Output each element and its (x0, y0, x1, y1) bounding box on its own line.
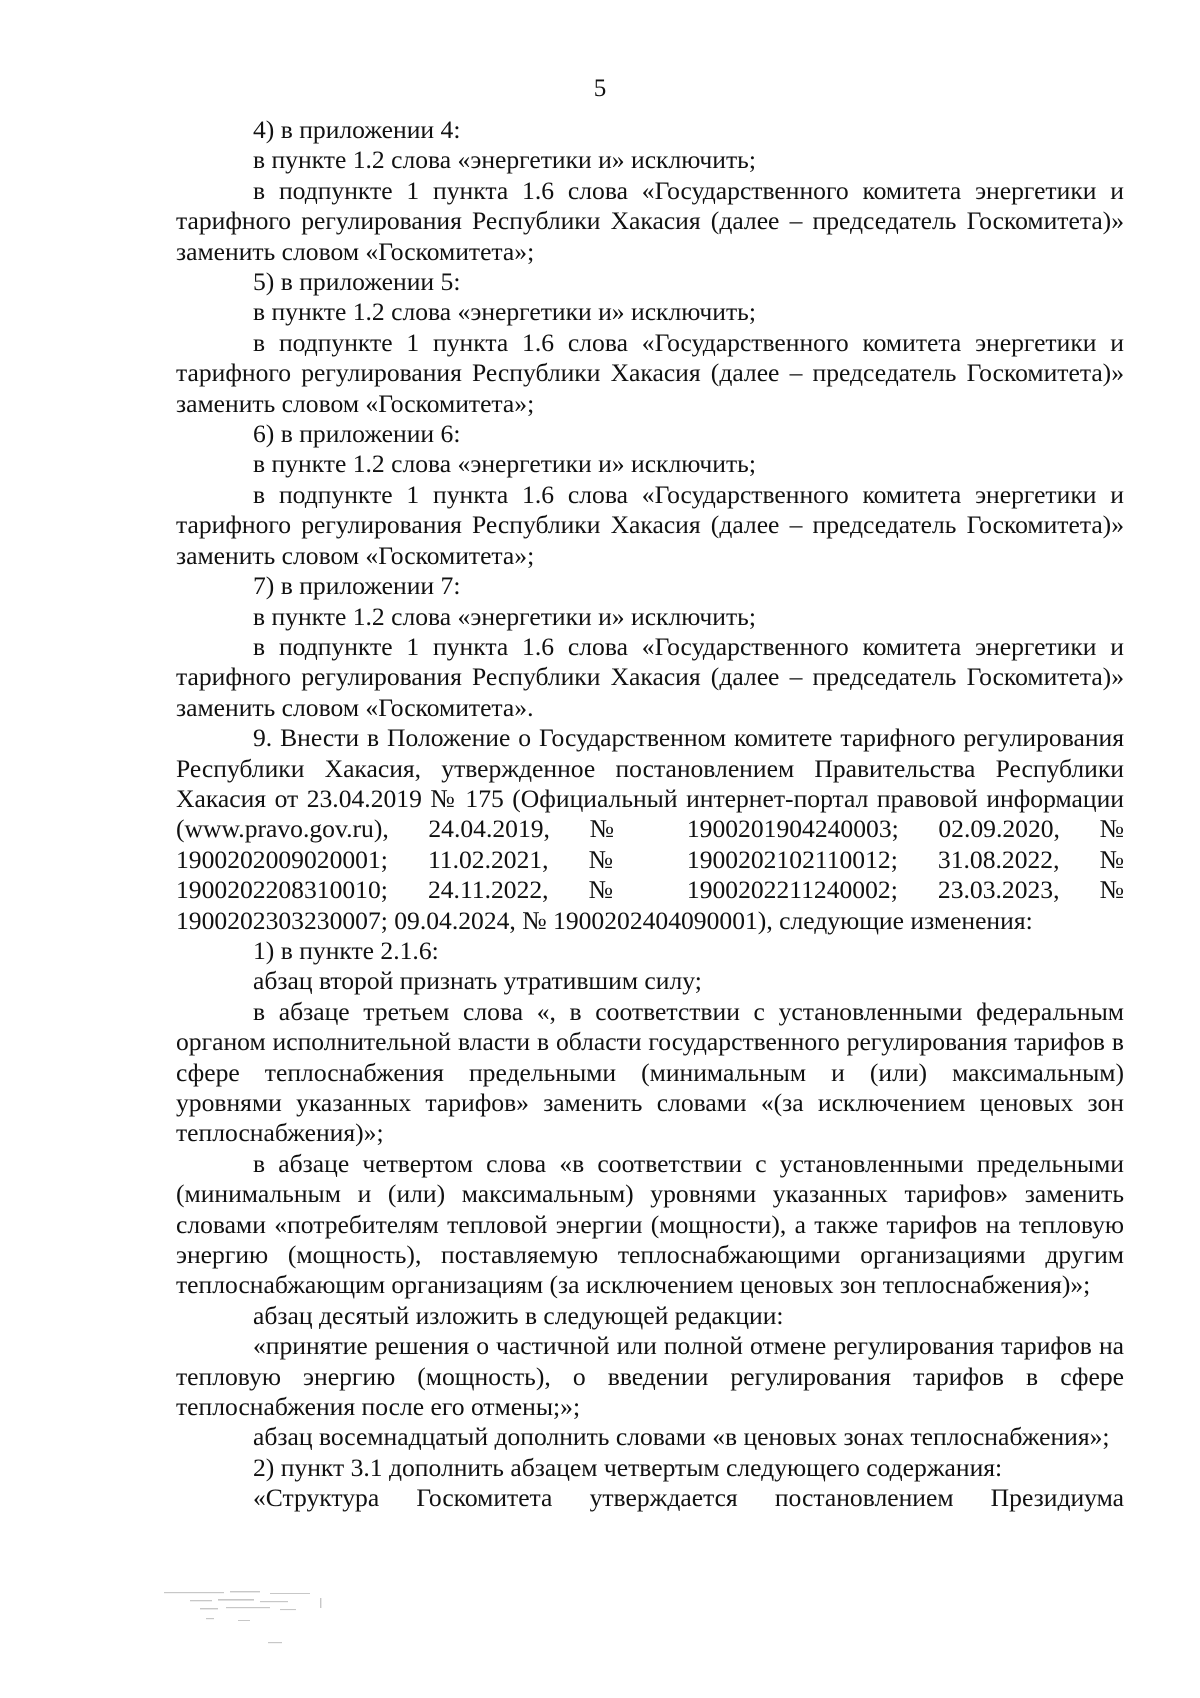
paragraph: абзац второй признать утратившим силу; (253, 966, 702, 996)
paragraph: «Структура Госкомитета утверждается постановлением Президиума (253, 1483, 1124, 1513)
paragraph: в подпункте 1 пункта 1.6 слова «Государственного комитета энергетики и тарифного регулирования Республики Хакасия (далее – председатель Госкомитета)» заменить словом «Госкомитета»; (176, 327, 1124, 418)
document-body (176, 115, 1124, 1514)
scan-artifact (160, 1590, 360, 1650)
paragraph: в подпункте 1 пункта 1.6 слова «Государственного комитета энергетики и тарифного регулирования Республики Хакасия (далее – председатель Госкомитета)» заменить словом «Госкомитета»; (176, 479, 1124, 570)
paragraph: «принятие решения о частичной или полной отмене регулирования тарифов на тепловую энергию (мощность), о введении регулирования тарифов в сфере теплоснабжения после его отмены;»; (176, 1331, 1124, 1422)
paragraph: в пункте 1.2 слова «энергетики и» исключить; (253, 297, 756, 327)
paragraph: 9. Внести в Положение о Государственном комитете тарифного регулирования Республики Хакасия, утвержденное постановлением Правительства Республики Хакасия от 23.04.2019 № 175 (Официальный интернет-портал правовой информации (www.pravo.gov.ru), 24.04.2019, № 1900201904240003; 02.09.2020, № 1900202009020001; 11.02.2021, № 1900202102110012; 31.08.2022, № 1900202208310010; 24.11.2022, № 1900202211240002; 23.03.2023, № 1900202303230007; 09.04.2024, № 1900202404090001), следующие изменения: (176, 723, 1124, 935)
paragraph: 4) в приложении 4: (253, 115, 461, 144)
paragraph: 2) пункт 3.1 дополнить абзацем четвертым следующего содержания: (253, 1452, 1003, 1482)
paragraph: 7) в приложении 7: (253, 571, 461, 601)
paragraph: 5) в приложении 5: (253, 267, 461, 297)
paragraph: 6) в приложении 6: (253, 419, 461, 449)
paragraph: абзац десятый изложить в следующей редакции: (253, 1300, 784, 1330)
paragraph: 1) в пункте 2.1.6: (253, 935, 439, 965)
paragraph: в пункте 1.2 слова «энергетики и» исключить; (253, 449, 756, 479)
paragraph: в абзаце третьем слова «, в соответствии с установленными федеральным органом исполнительной власти в области государственного регулирования тарифов в сфере теплоснабжения предельными (минимальным и (или) максимальным) уровнями указанных тарифов» заменить словами «(за исключением ценовых зон теплоснабжения)»; (176, 996, 1124, 1148)
paragraph: абзац восемнадцатый дополнить словами «в ценовых зонах теплоснабжения»; (253, 1422, 1110, 1452)
page-number: 5 (593, 75, 607, 102)
paragraph: в подпункте 1 пункта 1.6 слова «Государственного комитета энергетики и тарифного регулирования Республики Хакасия (далее – председатель Госкомитета)» заменить словом «Госкомитета»; (176, 175, 1124, 266)
paragraph: в абзаце четвертом слова «в соответствии с установленными предельными (минимальным и (или) максимальным) уровнями указанных тарифов» заменить словами «потребителям тепловой энергии (мощности), а также тарифов на тепловую энергию (мощность), поставляемую теплоснабжающими организациями другим теплоснабжающим организациям (за исключением ценовых зон теплоснабжения)»; (176, 1148, 1124, 1300)
paragraph: в пункте 1.2 слова «энергетики и» исключить; (253, 601, 756, 631)
paragraph: в пункте 1.2 слова «энергетики и» исключить; (253, 145, 756, 175)
paragraph: в подпункте 1 пункта 1.6 слова «Государственного комитета энергетики и тарифного регулирования Республики Хакасия (далее – председатель Госкомитета)» заменить словом «Госкомитета». (176, 631, 1124, 722)
